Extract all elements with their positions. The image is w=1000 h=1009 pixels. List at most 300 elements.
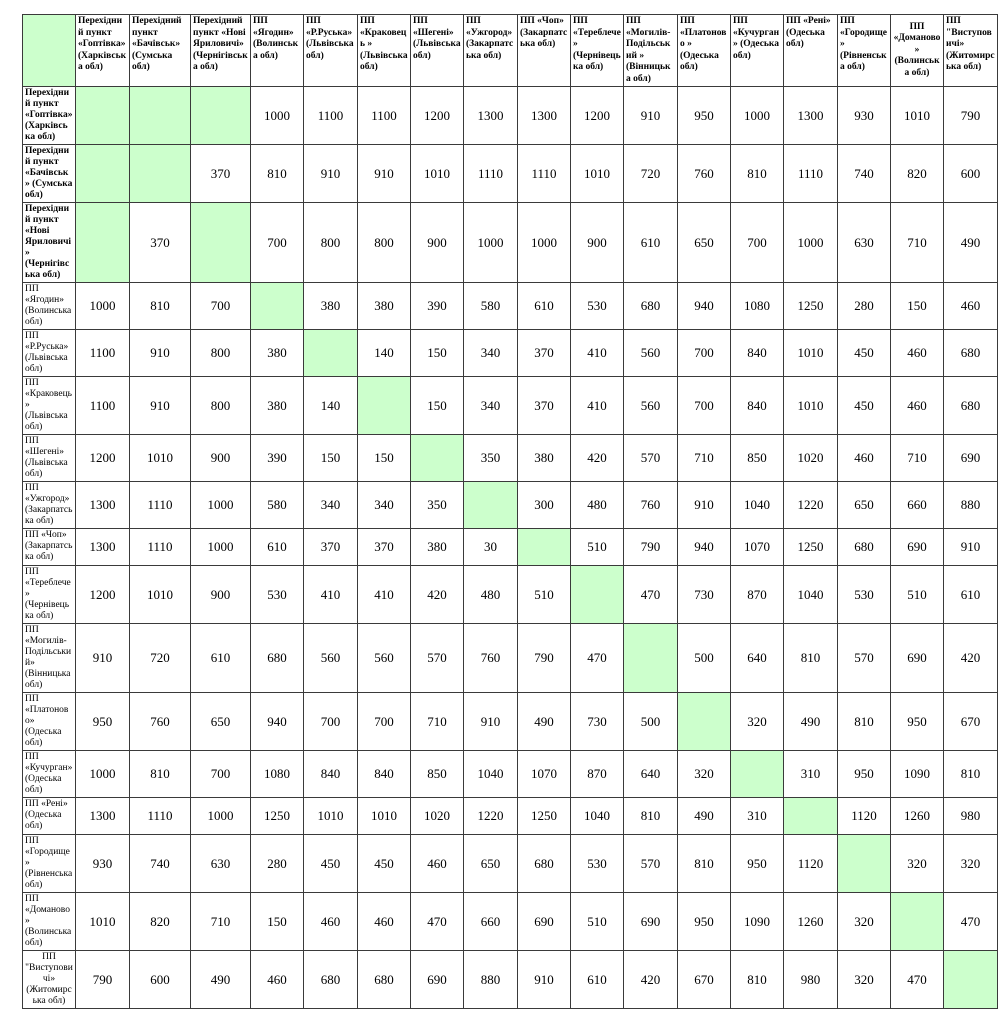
row-header: ПП «Краковець» (Львівська обл) <box>23 377 76 435</box>
distance-cell: 470 <box>944 893 998 951</box>
distance-cell: 1010 <box>358 798 411 835</box>
distance-cell: 1040 <box>784 566 838 624</box>
distance-cell: 690 <box>518 893 571 951</box>
distance-cell: 1000 <box>784 203 838 283</box>
distance-cell: 1100 <box>304 87 358 145</box>
distance-cell: 420 <box>411 566 464 624</box>
empty-cell <box>838 835 891 893</box>
table-row <box>23 751 998 798</box>
distance-cell: 670 <box>944 693 998 751</box>
distance-cell: 1300 <box>784 87 838 145</box>
distance-cell: 910 <box>130 330 191 377</box>
distance-cell: 1000 <box>251 87 304 145</box>
distance-cell: 510 <box>518 566 571 624</box>
corner-cell <box>23 15 76 87</box>
distance-cell: 930 <box>76 835 130 893</box>
empty-cell <box>130 145 191 203</box>
distance-cell: 510 <box>891 566 944 624</box>
distance-cell: 1000 <box>191 798 251 835</box>
distance-cell: 910 <box>358 145 411 203</box>
distance-cell: 370 <box>518 377 571 435</box>
distance-cell: 1250 <box>784 283 838 330</box>
distance-cell: 1220 <box>784 482 838 529</box>
distance-cell: 510 <box>571 529 624 566</box>
distance-cell: 710 <box>678 435 731 482</box>
distance-cell: 490 <box>784 693 838 751</box>
distance-cell: 150 <box>251 893 304 951</box>
distance-cell: 700 <box>251 203 304 283</box>
distance-cell: 460 <box>944 283 998 330</box>
distance-cell: 950 <box>76 693 130 751</box>
empty-cell <box>304 330 358 377</box>
distance-cell: 1300 <box>76 482 130 529</box>
distance-cell: 320 <box>678 751 731 798</box>
distance-cell: 760 <box>464 624 518 693</box>
distance-cell: 1260 <box>784 893 838 951</box>
distance-cell: 690 <box>891 624 944 693</box>
distance-cell: 1090 <box>891 751 944 798</box>
table-row <box>23 566 998 624</box>
row-header: ПП «Чоп» (Закарпатська обл) <box>23 529 76 566</box>
distance-cell: 1020 <box>411 798 464 835</box>
distance-cell: 940 <box>678 283 731 330</box>
distance-cell: 610 <box>191 624 251 693</box>
distance-cell: 460 <box>411 835 464 893</box>
distance-cell: 810 <box>731 951 784 1009</box>
table-row <box>23 529 998 566</box>
distance-cell: 900 <box>571 203 624 283</box>
table-row <box>23 482 998 529</box>
distance-cell: 370 <box>130 203 191 283</box>
distance-cell: 1000 <box>76 751 130 798</box>
distance-cell: 580 <box>464 283 518 330</box>
distance-cell: 700 <box>358 693 411 751</box>
distance-cell: 950 <box>891 693 944 751</box>
distance-cell: 530 <box>571 835 624 893</box>
distance-cell: 810 <box>731 145 784 203</box>
distance-cell: 420 <box>944 624 998 693</box>
table-header <box>23 15 998 87</box>
distance-cell: 760 <box>624 482 678 529</box>
distance-cell: 1020 <box>784 435 838 482</box>
distance-cell: 800 <box>304 203 358 283</box>
distance-cell: 350 <box>411 482 464 529</box>
empty-cell <box>130 87 191 145</box>
empty-cell <box>76 203 130 283</box>
distance-cell: 1070 <box>518 751 571 798</box>
row-header: ПП «Р.Руська» (Львівська обл) <box>23 330 76 377</box>
distance-cell: 940 <box>251 693 304 751</box>
table-row <box>23 951 998 1009</box>
distance-cell: 910 <box>304 145 358 203</box>
table-row <box>23 693 998 751</box>
distance-cell: 150 <box>891 283 944 330</box>
distance-cell: 800 <box>191 377 251 435</box>
column-header: ПП «Ягодин» (Волинська обл) <box>251 15 304 87</box>
distance-cell: 450 <box>838 377 891 435</box>
column-header: ПП «Чоп» (Закарпатська обл) <box>518 15 571 87</box>
distance-cell: 320 <box>838 893 891 951</box>
distance-cell: 140 <box>304 377 358 435</box>
row-header: ПП «Платоново» (Одеська обл) <box>23 693 76 751</box>
distance-cell: 950 <box>678 87 731 145</box>
distance-cell: 940 <box>678 529 731 566</box>
distance-cell: 420 <box>571 435 624 482</box>
distance-cell: 380 <box>518 435 571 482</box>
distance-cell: 140 <box>358 330 411 377</box>
empty-cell <box>731 751 784 798</box>
distance-cell: 1100 <box>358 87 411 145</box>
distance-cell: 1300 <box>76 529 130 566</box>
distance-cell: 1110 <box>518 145 571 203</box>
header-row <box>23 15 998 87</box>
distance-cell: 610 <box>518 283 571 330</box>
column-header: ПП «Р.Руська» (Львівська обл) <box>304 15 358 87</box>
distance-cell: 1300 <box>464 87 518 145</box>
distance-cell: 560 <box>624 377 678 435</box>
table-row <box>23 283 998 330</box>
empty-cell <box>76 145 130 203</box>
distance-cell: 1010 <box>784 377 838 435</box>
distance-cell: 820 <box>891 145 944 203</box>
table-row <box>23 624 998 693</box>
empty-cell <box>358 377 411 435</box>
distance-cell: 320 <box>731 693 784 751</box>
distance-cell: 1090 <box>731 893 784 951</box>
distance-cell: 650 <box>838 482 891 529</box>
distance-cell: 690 <box>411 951 464 1009</box>
distance-cell: 1200 <box>76 566 130 624</box>
column-header: ПП «Краковець » (Львівська обл) <box>358 15 411 87</box>
distance-cell: 500 <box>678 624 731 693</box>
distance-cell: 900 <box>411 203 464 283</box>
distance-cell: 420 <box>624 951 678 1009</box>
row-header: ПП «Могилів-Подільський» (Вінницька обл) <box>23 624 76 693</box>
distance-cell: 680 <box>304 951 358 1009</box>
distance-cell: 610 <box>944 566 998 624</box>
distance-cell: 1300 <box>518 87 571 145</box>
distance-cell: 1250 <box>784 529 838 566</box>
table-row <box>23 87 998 145</box>
distance-cell: 1110 <box>130 529 191 566</box>
distance-cell: 870 <box>731 566 784 624</box>
distance-cell: 380 <box>251 330 304 377</box>
empty-cell <box>76 87 130 145</box>
empty-cell <box>891 893 944 951</box>
distance-cell: 390 <box>251 435 304 482</box>
distance-cell: 710 <box>191 893 251 951</box>
distance-cell: 560 <box>304 624 358 693</box>
distance-cell: 1200 <box>571 87 624 145</box>
distance-cell: 720 <box>130 624 191 693</box>
distance-cell: 380 <box>304 283 358 330</box>
distance-cell: 730 <box>678 566 731 624</box>
distance-cell: 470 <box>571 624 624 693</box>
distance-cell: 790 <box>76 951 130 1009</box>
distance-cell: 1000 <box>191 529 251 566</box>
distance-cell: 1010 <box>891 87 944 145</box>
distance-cell: 1260 <box>891 798 944 835</box>
distance-cell: 710 <box>411 693 464 751</box>
distance-cell: 510 <box>571 893 624 951</box>
distance-cell: 370 <box>518 330 571 377</box>
distance-cell: 1110 <box>784 145 838 203</box>
distance-cell: 570 <box>624 835 678 893</box>
distance-cell: 490 <box>678 798 731 835</box>
distance-cell: 410 <box>304 566 358 624</box>
distance-cell: 1100 <box>76 377 130 435</box>
distance-cell: 470 <box>411 893 464 951</box>
distance-cell: 1080 <box>731 283 784 330</box>
distance-cell: 380 <box>251 377 304 435</box>
distance-cell: 530 <box>571 283 624 330</box>
distance-cell: 800 <box>358 203 411 283</box>
distance-cell: 340 <box>304 482 358 529</box>
distance-cell: 480 <box>464 566 518 624</box>
distance-cell: 700 <box>678 330 731 377</box>
column-header: ПП «Кучурган» (Одеська обл) <box>731 15 784 87</box>
distance-cell: 1220 <box>464 798 518 835</box>
column-header: ПП «Рені» (Одеська обл) <box>784 15 838 87</box>
row-header: ПП «Городище» (Рівненська обл) <box>23 835 76 893</box>
distance-cell: 370 <box>358 529 411 566</box>
empty-cell <box>571 566 624 624</box>
distance-cell: 1000 <box>76 283 130 330</box>
empty-cell <box>464 482 518 529</box>
distance-cell: 950 <box>731 835 784 893</box>
distance-cell: 610 <box>571 951 624 1009</box>
distance-cell: 150 <box>411 377 464 435</box>
distance-cell: 870 <box>571 751 624 798</box>
row-header: Перехідний пункт «Гоптівка» (Харківська обл) <box>23 87 76 145</box>
table-row <box>23 435 998 482</box>
distance-cell: 600 <box>130 951 191 1009</box>
distance-cell: 1040 <box>464 751 518 798</box>
distance-cell: 680 <box>251 624 304 693</box>
distance-cell: 680 <box>624 283 678 330</box>
table-row <box>23 145 998 203</box>
row-header: ПП «Рені» (Одеська обл) <box>23 798 76 835</box>
distance-cell: 460 <box>891 377 944 435</box>
distance-cell: 660 <box>464 893 518 951</box>
distance-cell: 560 <box>358 624 411 693</box>
distance-cell: 900 <box>191 435 251 482</box>
distance-cell: 320 <box>944 835 998 893</box>
distance-cell: 910 <box>518 951 571 1009</box>
column-header: ПП «Тереблече» (Чернівецька обл) <box>571 15 624 87</box>
distance-cell: 980 <box>944 798 998 835</box>
distance-cell: 700 <box>191 283 251 330</box>
distance-cell: 610 <box>624 203 678 283</box>
distance-cell: 910 <box>130 377 191 435</box>
distance-cell: 880 <box>464 951 518 1009</box>
distance-cell: 380 <box>358 283 411 330</box>
row-header: Перехідний пункт «Нові Яриловичі» (Чернігівська обл) <box>23 203 76 283</box>
distance-cell: 370 <box>304 529 358 566</box>
distance-cell: 150 <box>411 330 464 377</box>
distance-cell: 730 <box>571 693 624 751</box>
distance-cell: 790 <box>518 624 571 693</box>
distance-cell: 570 <box>624 435 678 482</box>
distance-cell: 1040 <box>571 798 624 835</box>
distance-cell: 820 <box>130 893 191 951</box>
distance-cell: 1000 <box>191 482 251 529</box>
distance-cell: 740 <box>130 835 191 893</box>
distance-cell: 660 <box>891 482 944 529</box>
distance-cell: 340 <box>464 377 518 435</box>
distance-cell: 1010 <box>130 435 191 482</box>
distance-cell: 460 <box>838 435 891 482</box>
distance-cell: 410 <box>571 330 624 377</box>
table-row <box>23 203 998 283</box>
distance-cell: 450 <box>304 835 358 893</box>
row-header: Перехідний пункт «Бачівськ» (Сумська обл) <box>23 145 76 203</box>
distance-cell: 910 <box>678 482 731 529</box>
distance-cell: 1010 <box>784 330 838 377</box>
distance-cell: 900 <box>191 566 251 624</box>
column-header: ПП "Виступовичі» (Житомирська обл) <box>944 15 998 87</box>
distance-cell: 910 <box>624 87 678 145</box>
column-header: ПП «Могилів-Подільський » (Вінницька обл) <box>624 15 678 87</box>
distance-cell: 850 <box>411 751 464 798</box>
distance-cell: 810 <box>944 751 998 798</box>
row-header: ПП «Доманово» (Волинська обл) <box>23 893 76 951</box>
distance-cell: 1110 <box>130 482 191 529</box>
distance-cell: 450 <box>358 835 411 893</box>
distance-cell: 710 <box>891 203 944 283</box>
distance-cell: 910 <box>464 693 518 751</box>
distance-cell: 490 <box>518 693 571 751</box>
distance-cell: 1010 <box>571 145 624 203</box>
distance-cell: 1010 <box>76 893 130 951</box>
distance-cell: 680 <box>944 330 998 377</box>
distance-cell: 320 <box>838 951 891 1009</box>
distance-cell: 1110 <box>130 798 191 835</box>
distance-cell: 1250 <box>518 798 571 835</box>
distance-cell: 1120 <box>784 835 838 893</box>
distance-cell: 840 <box>358 751 411 798</box>
distance-cell: 530 <box>838 566 891 624</box>
empty-cell <box>251 283 304 330</box>
column-header: Перехідний пункт «Нові Яриловичі» (Чернігівська обл) <box>191 15 251 87</box>
distance-cell: 640 <box>731 624 784 693</box>
distance-cell: 1040 <box>731 482 784 529</box>
distance-cell: 700 <box>678 377 731 435</box>
distance-cell: 380 <box>411 529 464 566</box>
row-header: ПП «Тереблече» (Чернівецька обл) <box>23 566 76 624</box>
distance-cell: 1070 <box>731 529 784 566</box>
distance-cell: 1000 <box>731 87 784 145</box>
distance-cell: 980 <box>784 951 838 1009</box>
distance-cell: 530 <box>251 566 304 624</box>
distance-cell: 350 <box>464 435 518 482</box>
distance-cell: 720 <box>624 145 678 203</box>
distance-cell: 930 <box>838 87 891 145</box>
distance-cell: 490 <box>191 951 251 1009</box>
distance-cell: 790 <box>624 529 678 566</box>
distance-cell: 950 <box>838 751 891 798</box>
distance-cell: 1000 <box>518 203 571 283</box>
distance-cell: 490 <box>944 203 998 283</box>
distance-cell: 500 <box>624 693 678 751</box>
distance-cell: 630 <box>191 835 251 893</box>
distance-cell: 340 <box>464 330 518 377</box>
empty-cell <box>624 624 678 693</box>
distance-cell: 30 <box>464 529 518 566</box>
distance-cell: 790 <box>944 87 998 145</box>
column-header: ПП «Шегені» (Львівська обл) <box>411 15 464 87</box>
distance-cell: 760 <box>678 145 731 203</box>
empty-cell <box>678 693 731 751</box>
distance-cell: 810 <box>678 835 731 893</box>
distance-cell: 1250 <box>251 798 304 835</box>
distance-cell: 850 <box>731 435 784 482</box>
distance-cell: 470 <box>624 566 678 624</box>
distance-cell: 1200 <box>411 87 464 145</box>
distance-cell: 1200 <box>76 435 130 482</box>
distance-cell: 840 <box>304 751 358 798</box>
table-row <box>23 798 998 835</box>
distance-cell: 840 <box>731 377 784 435</box>
distance-cell: 1080 <box>251 751 304 798</box>
table-row <box>23 330 998 377</box>
column-header: ПП «Ужгород» (Закарпатська обл) <box>464 15 518 87</box>
distance-cell: 740 <box>838 145 891 203</box>
distance-cell: 950 <box>678 893 731 951</box>
distance-cell: 700 <box>191 751 251 798</box>
distance-cell: 410 <box>358 566 411 624</box>
distance-cell: 460 <box>358 893 411 951</box>
distance-cell: 370 <box>191 145 251 203</box>
empty-cell <box>944 951 998 1009</box>
distance-cell: 1000 <box>464 203 518 283</box>
column-header: Перехідний пункт «Гоптівка» (Харківська обл) <box>76 15 130 87</box>
distance-cell: 560 <box>624 330 678 377</box>
distance-cell: 810 <box>624 798 678 835</box>
distance-cell: 910 <box>944 529 998 566</box>
column-header: ПП «Городище» (Рівненська обл) <box>838 15 891 87</box>
distance-cell: 460 <box>251 951 304 1009</box>
distance-cell: 810 <box>251 145 304 203</box>
row-header: ПП «Ягодин» (Волинська обл) <box>23 283 76 330</box>
distance-cell: 580 <box>251 482 304 529</box>
distance-cell: 450 <box>838 330 891 377</box>
distance-cell: 280 <box>838 283 891 330</box>
distance-cell: 320 <box>891 835 944 893</box>
distance-cell: 650 <box>191 693 251 751</box>
distance-cell: 460 <box>304 893 358 951</box>
column-header: ПП «Платоново » (Одеська обл) <box>678 15 731 87</box>
distance-cell: 700 <box>731 203 784 283</box>
distance-cell: 690 <box>891 529 944 566</box>
empty-cell <box>191 87 251 145</box>
distance-cell: 680 <box>518 835 571 893</box>
row-header: ПП «Кучурган» (Одеська обл) <box>23 751 76 798</box>
distance-cell: 1010 <box>411 145 464 203</box>
distance-cell: 640 <box>624 751 678 798</box>
distance-cell: 840 <box>731 330 784 377</box>
column-header: Перехідний пункт «Бачівськ» (Сумська обл) <box>130 15 191 87</box>
distance-cell: 910 <box>76 624 130 693</box>
distance-cell: 310 <box>731 798 784 835</box>
distance-cell: 700 <box>304 693 358 751</box>
distance-cell: 710 <box>891 435 944 482</box>
table-body <box>23 87 998 1009</box>
distance-cell: 460 <box>891 330 944 377</box>
distance-cell: 690 <box>944 435 998 482</box>
distance-cell: 340 <box>358 482 411 529</box>
empty-cell <box>784 798 838 835</box>
